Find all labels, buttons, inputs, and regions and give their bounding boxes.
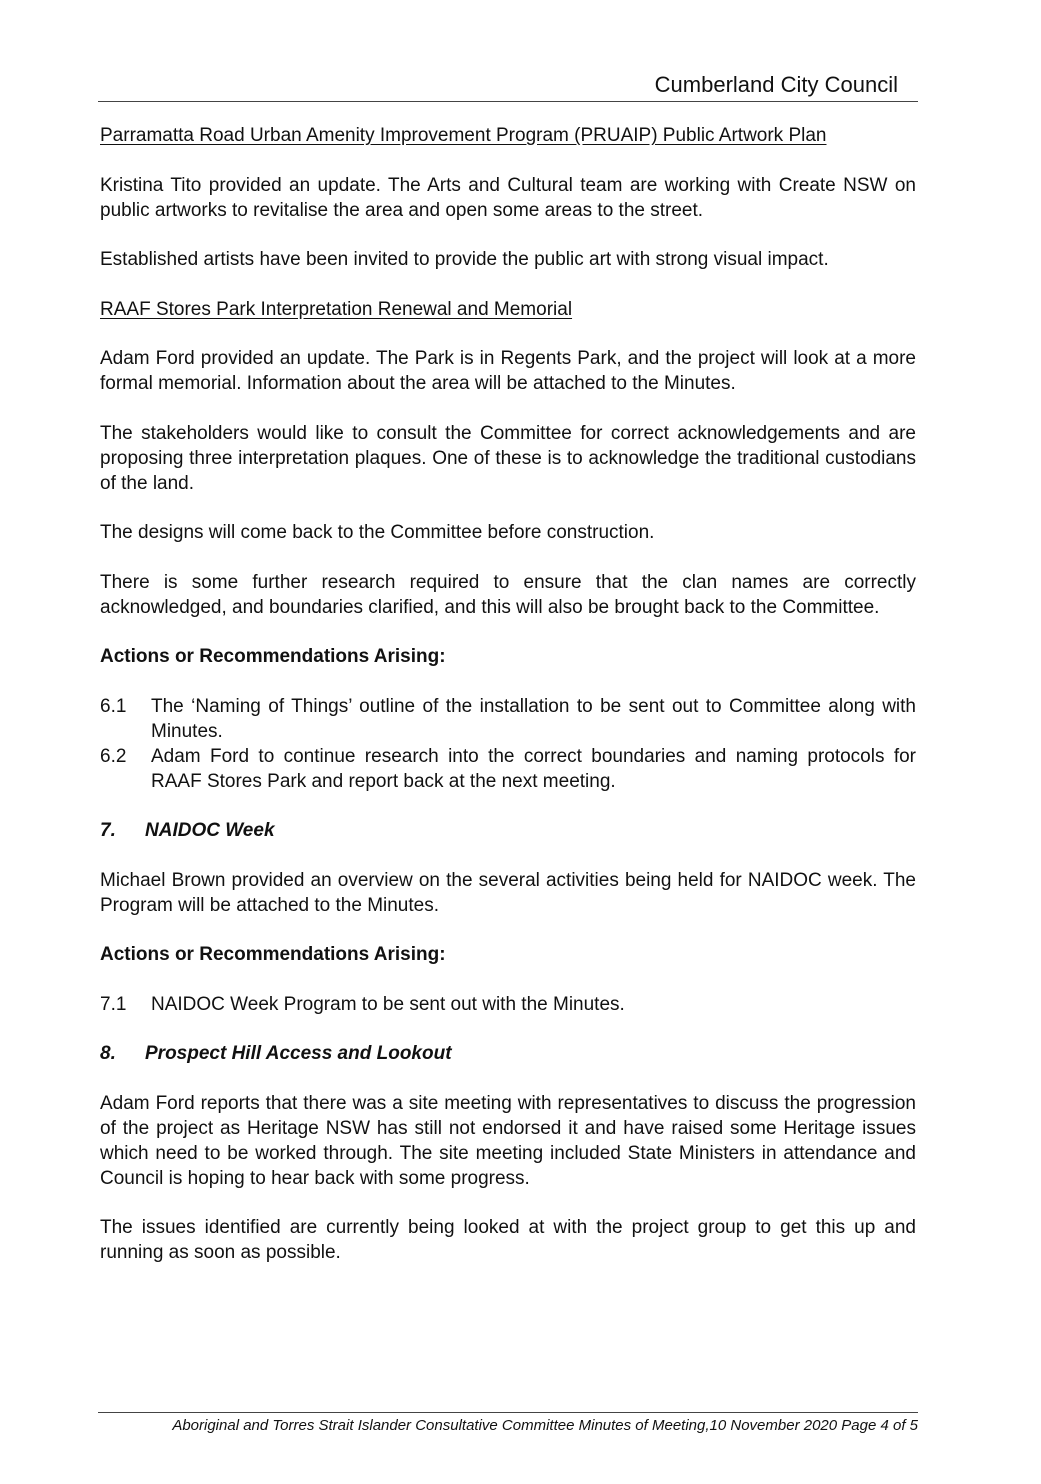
paragraph: Adam Ford reports that there was a site meeting with representatives to discuss the progression of the project as Heritage NSW has still not endorsed it and have raised some Heritage issues which need to be worked through. The site meeting included State Ministers in attendance and Council is hoping to hear back with some progress. <box>100 1092 916 1189</box>
page-header <box>98 70 918 102</box>
page-footer: Aboriginal and Torres Strait Islander Consultative Committee Minutes of Meeting,10 November 2020 Page 4 of 5 <box>98 1412 918 1434</box>
action-text: Adam Ford to continue research into the correct boundaries and naming protocols for RAAF Stores Park and report back at the next meeting. <box>151 745 916 792</box>
paragraph: The designs will come back to the Committee before construction. <box>100 522 655 543</box>
pruaip-heading: Parramatta Road Urban Amenity Improvement Program (PRUAIP) Public Artwork Plan <box>100 125 827 146</box>
action-text: The ‘Naming of Things’ outline of the installation to be sent out to Committee along with Minutes. <box>151 695 916 742</box>
paragraph: The stakeholders would like to consult the Committee for correct acknowledgements and are proposing three interpretation plaques. One of these is to acknowledge the traditional custodians of the land. <box>100 422 916 494</box>
page-content <box>100 123 916 1290</box>
actions-heading: Actions or Recommendations Arising: <box>100 646 446 667</box>
paragraph: Michael Brown provided an overview on the several activities being held for NAIDOC week. The Program will be attached to the Minutes. <box>100 869 916 916</box>
raaf-heading: RAAF Stores Park Interpretation Renewal and Memorial <box>100 298 573 320</box>
action-number: 7.1 <box>100 993 127 1015</box>
paragraph: Established artists have been invited to provide the public art with strong visual impact. <box>100 249 829 270</box>
actions-heading: Actions or Recommendations Arising: <box>100 944 446 965</box>
organisation-name: Cumberland City Council <box>654 72 898 97</box>
paragraph: The issues identified are currently being looked at with the project group to get this up and running as soon as possible. <box>100 1217 916 1263</box>
actions-list <box>100 992 916 1017</box>
section-heading-prospect-hill <box>100 1041 916 1066</box>
action-number: 6.2 <box>100 745 127 767</box>
section-heading-naidoc <box>100 818 916 843</box>
section-number: 7. <box>100 820 116 841</box>
actions-list <box>100 694 916 794</box>
paragraph: Adam Ford provided an update. The Park is in Regents Park, and the project will look at a more formal memorial. Information about the area will be attached to the Minutes. <box>100 348 916 394</box>
section-title: Prospect Hill Access and Lookout <box>145 1043 452 1064</box>
paragraph: There is some further research required to ensure that the clan names are correctly acknowledged, and boundaries clarified, and this will also be brought back to the Committee. <box>100 571 916 618</box>
action-item <box>100 744 916 794</box>
action-number: 6.1 <box>100 695 127 717</box>
action-item <box>100 992 916 1017</box>
paragraph: Kristina Tito provided an update. The Arts and Cultural team are working with Create NSW on public artworks to revitalise the area and open some areas to the street. <box>100 174 916 221</box>
section-title: NAIDOC Week <box>145 820 275 841</box>
section-number: 8. <box>100 1043 116 1064</box>
action-item <box>100 694 916 744</box>
action-text: NAIDOC Week Program to be sent out with the Minutes. <box>151 993 625 1015</box>
